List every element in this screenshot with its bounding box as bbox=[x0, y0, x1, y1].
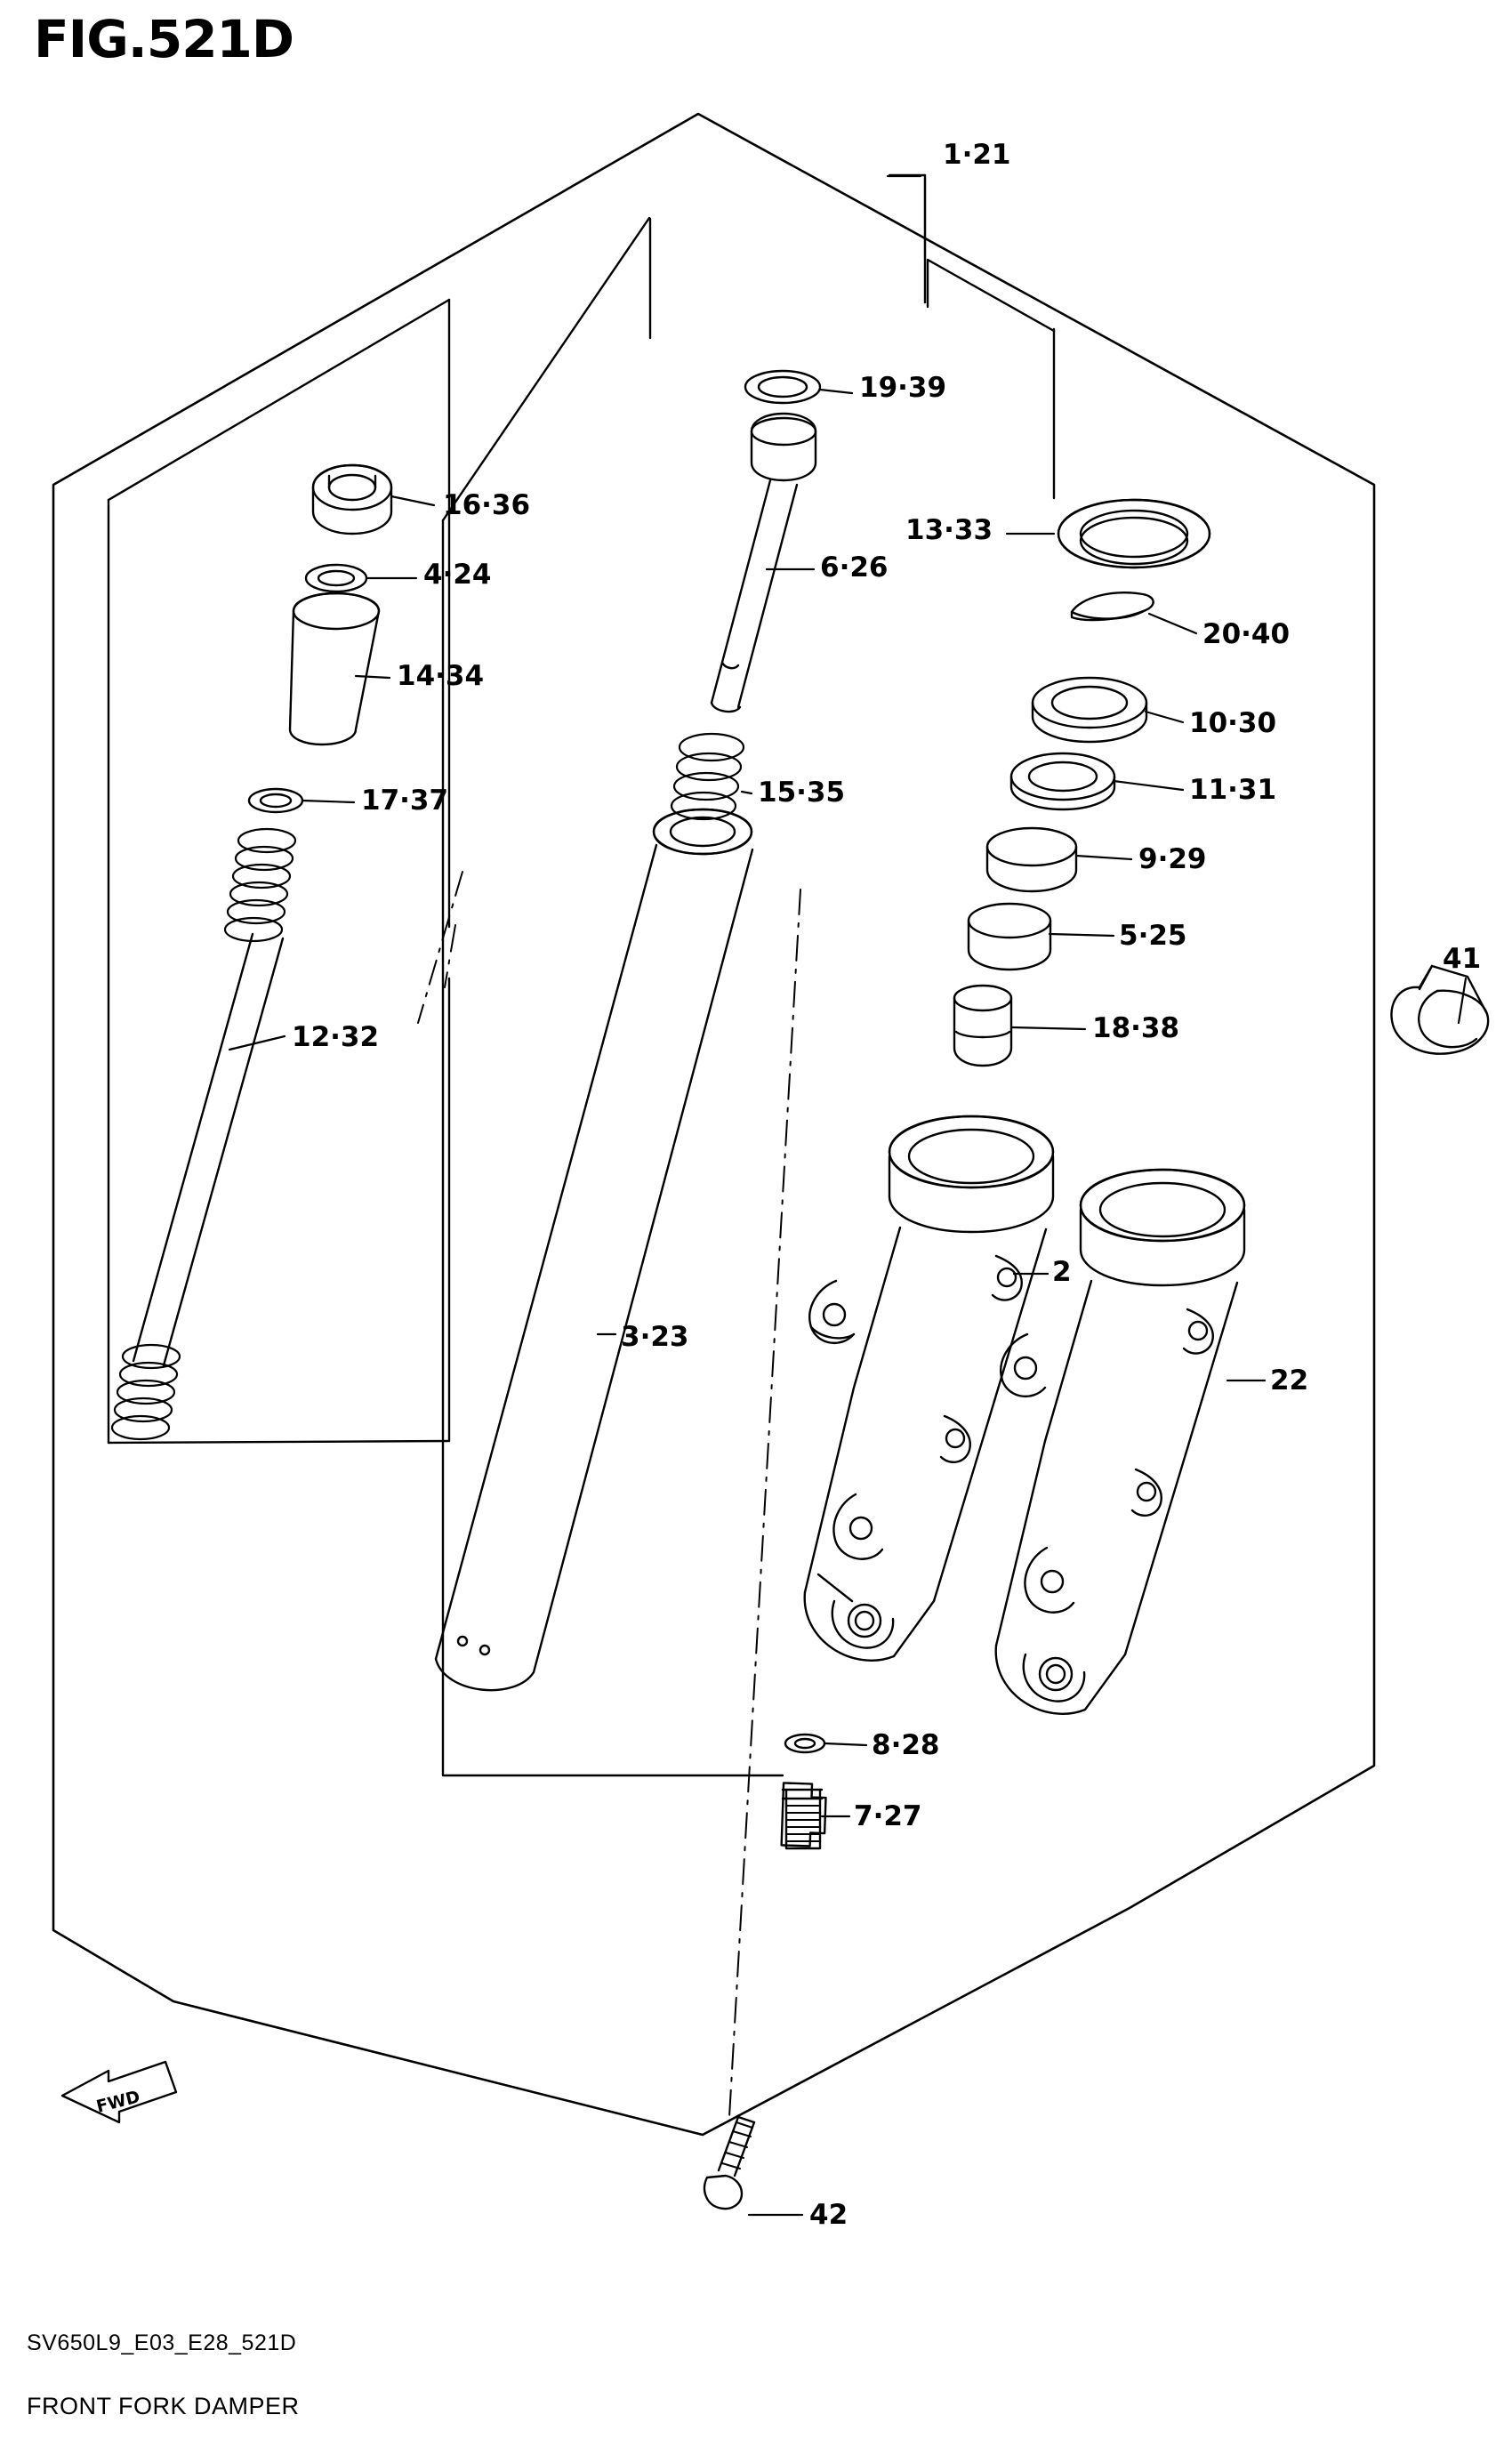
callout-8-28: 8·28 bbox=[872, 1729, 940, 1761]
callout-4-24: 4·24 bbox=[423, 559, 492, 591]
callout-2: 2 bbox=[1052, 1256, 1072, 1288]
callout-6-26: 6·26 bbox=[820, 551, 889, 584]
callout-13-33: 13·33 bbox=[905, 514, 993, 546]
callout-10-30: 10·30 bbox=[1189, 707, 1277, 739]
callout-41: 41 bbox=[1443, 943, 1482, 975]
callout-14-34: 14·34 bbox=[397, 660, 485, 692]
callout-16-36: 16·36 bbox=[443, 489, 531, 521]
callout-22: 22 bbox=[1270, 1364, 1309, 1397]
callout-20-40: 20·40 bbox=[1202, 618, 1291, 650]
callout-9-29: 9·29 bbox=[1138, 843, 1207, 875]
figure-name: FRONT FORK DAMPER bbox=[27, 2393, 300, 2419]
callout-7-27: 7·27 bbox=[854, 1800, 922, 1832]
callout-1-21: 1·21 bbox=[943, 139, 1011, 171]
callout-19-39: 19·39 bbox=[859, 372, 947, 404]
callout-15-35: 15·35 bbox=[758, 777, 846, 809]
fwd-direction-label: FWD bbox=[94, 2087, 142, 2117]
callout-11-31: 11·31 bbox=[1189, 774, 1277, 806]
callout-18-38: 18·38 bbox=[1092, 1012, 1180, 1044]
callout-3-23: 3·23 bbox=[621, 1321, 689, 1353]
page-title: FIG.521D bbox=[34, 9, 294, 69]
callout-12-32: 12·32 bbox=[292, 1021, 380, 1053]
callout-17-37: 17·37 bbox=[361, 785, 449, 817]
callout-42: 42 bbox=[809, 2199, 848, 2231]
callout-5-25: 5·25 bbox=[1119, 920, 1187, 952]
figure-code: SV650L9_E03_E28_521D bbox=[27, 2330, 297, 2355]
